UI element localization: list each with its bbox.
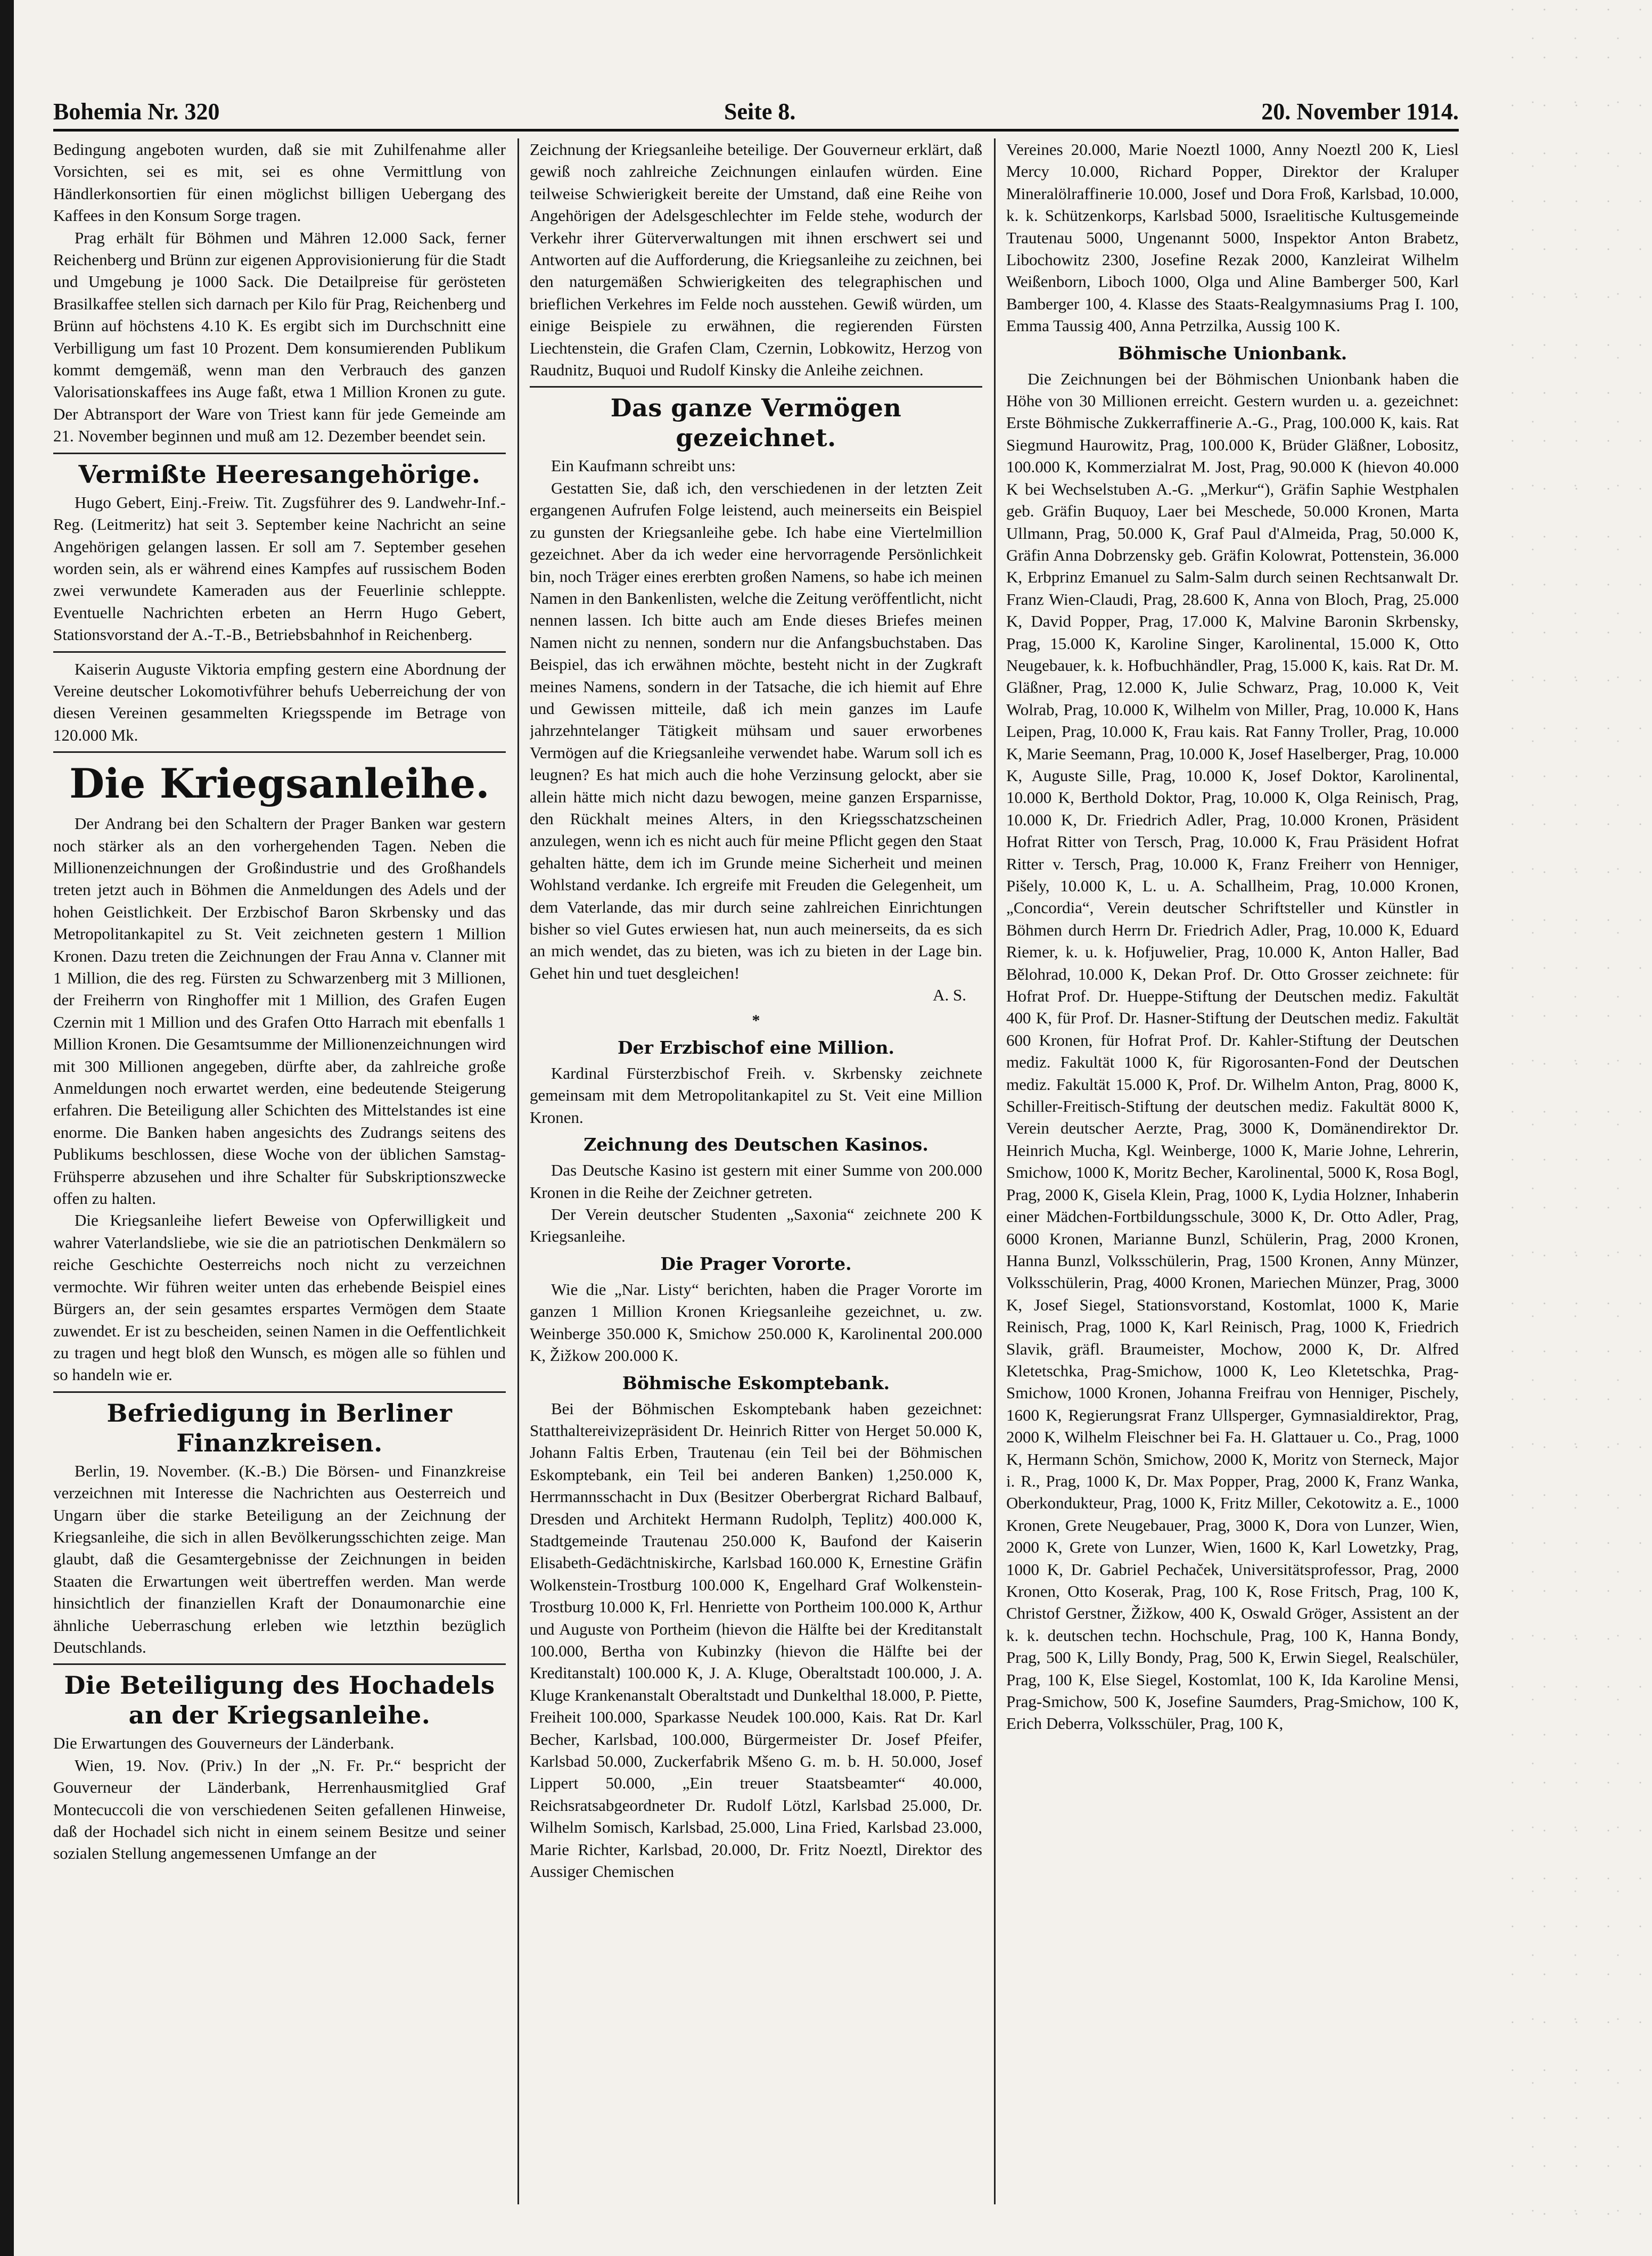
sub-headline: Zeichnung des Deutschen Kasinos. [583, 1134, 928, 1155]
sub-headline: Böhmische Unionbank. [1117, 342, 1347, 364]
paragraph: Gestatten Sie, daß ich, den verschiedenen in der letzten Zeit ergangenen Aufrufen Folge leistend, auch meinerseits ein Beispiel zu gunsten der Kriegsanleihe gebe. Ich habe eine Viertelmillion gezeichnet. Aber da ich weder eine hervorragende Persönlichkeit bin, noch Träger eines ererbten großen Namens, so habe ich meinen Namen in den Bankenlisten, welche die Zeitung veröffentlicht, nicht nennen lassen. Ich bitte auch am Ende dieses Briefes meinen Namen nicht zu nennen, sondern nur die Anfangsbuchstaben. Das Beispiel, das ich erwähnen möchte, besteht nicht in der Zugkraft meines Namens, sondern in der Tatsache, die ich hiemit auf Ehre und Gewissen mitteile, daß ich mein ganzes im Laufe jahrzehntelanger Tätigkeit mühsam und sauer erworbenes Vermögen auf die Kriegsanleihe verwendet habe. Warum soll ich es leugnen? Es hat mich auch die hohe Verzinsung gelockt, aber sie allein hätte mich nicht dazu bewogen, meine ganzen Ersparnisse, den Rückhalt meines Alters, in den Kriegsschatzscheinen anzulegen, wenn ich es nicht auch für meine Pflicht gegen den Staat gehalten hätte, dem ich im Grunde meine Sicherheit und meinen Wohlstand verdanke. Ich ergreife mit Freuden die Gelegenheit, um dem Vaterlande, das mir durch seine zahlreichen Einrichtungen bisher so viel Gutes erwiesen hat, nun auch meinerseits, da es sich an mich wendet, das zu bieten, was ich zu bieten in der Lage bin. Gehet hin und tuet desgleichen! [530, 478, 982, 982]
page-edge [0, 0, 14, 2256]
article-headline: Die Beteiligung des Hochadels an der Kriegsanleihe. [64, 1671, 495, 1730]
section-rule [53, 453, 506, 454]
column-divider-1 [517, 138, 519, 2204]
paragraph: Vereines 20.000, Marie Noeztl 1000, Anny Noeztl 200 K, Liesl Mercy 10.000, Richard Popper, Direktor der Kraluper Mineralölraffinerie 10.000, Josef und Dora Froß, Karlsbad, 10.000, k. k. Schützenkorps, Karlsbad 5000, Israelitische Kultusgemeinde Trautenau 5000, Ungenannt 5000, Inspektor Anton Brabetz, Libochowitz 2300, Josefine Rezak 2000, Kanzleirat Wilhelm Weißenborn, Liboch 1000, Olga und Aline Bamberger 500, Karl Bamberger 100, 4. Klasse des Staats-Realgymnasiums Prag I. 100, Emma Taussig 400, Anna Petrzilka, Aussig 100 K. [1006, 140, 1459, 335]
section-rule [530, 386, 982, 388]
paragraph: Berlin, 19. November. (K.-B.) Die Börsen- und Finanzkreise verzeichnen mit Interesse die Nachrichten aus Oesterreich und Ungarn über die starke Beteiligung an der Zeichnung der Kriegsanleihe, die sich in allen Bevölkerungsschichten zeige. Man glaubt, daß die Gesamtergebnisse der Zeichnungen in beiden Staaten die Erwartungen weit übertreffen werden. Man werde hinsichtlich der finanziellen Kraft der Donaumonarchie eine ähnliche Ueberraschung erleben wie letzthin bezüglich Deutschlands. [53, 1461, 506, 1656]
paragraph: Bedingung angeboten wurden, daß sie mit Zuhilfenahme aller Vorsichten, sei es mit, sei es ohne Vermittlung von Händlerkonsortien für einen möglichst billigen Uebergang des Kaffees in den Konsum Sorge tragen. [53, 140, 506, 225]
paragraph: Die Erwartungen des Gouverneurs der Länderbank. [53, 1734, 394, 1753]
paragraph: Ein Kaufmann schreibt uns: [551, 456, 736, 475]
paragraph: Kardinal Fürsterzbischof Freih. v. Skrbensky zeichnete gemeinsam mit dem Metropolitankapitel zu St. Veit eine Million Kronen. [530, 1064, 982, 1127]
paragraph: Prag erhält für Böhmen und Mähren 12.000 Sack, ferner Reichenberg und Brünn zur eigenen Approvisionierung für die Stadt und Umgebung je 1000 Sack. Die Detailpreise für gerösteten Brasilkaffee stellen sich darnach per Kilo für Prag, Reichenberg und Brünn auf höchstens 4.10 K. Es ergibt sich im Durchschnitt eine Verbilligung um fast 10 Prozent. Dem konsumierenden Publikum kommt demgemäß, wenn man den Verbrauch des ganzen Valorisationskaffees ins Auge faßt, etwa 1 Million Kronen zu gute. Der Abtransport der Ware von Triest kann für jede Gemeinde am 21. November beginnen und muß am 12. Dezember beendet sein. [53, 228, 506, 446]
paragraph: Hugo Gebert, Einj.-Freiw. Tit. Zugsführer des 9. Landwehr-Inf.-Reg. (Leitmeritz) hat seit 3. September keine Nachricht an seine Angehörigen gelangen lassen. Er soll am 7. September gesehen worden sein, als er während eines Kampfes auf russischem Boden zwei verwundete Kameraden aus der Feuerlinie schleppte. Eventuelle Nachrichten erbeten an Herrn Hugo Gebert, Stationsvorstand der A.-T.-B., Betriebsbahnhof in Reichenberg. [53, 493, 506, 644]
issue-date: 20. November 1914. [1261, 99, 1459, 125]
paper-speckle [1503, 0, 1652, 2256]
paragraph: Bei der Böhmischen Eskomptebank haben gezeichnet: Statthaltereivizepräsident Dr. Heinrich Ritter von Herget 50.000 K, Johann Faltis Erben, Trautenau (ein Teil bei der Böhmischen Eskomptebank, ein Teil bei anderen Banken) 1,250.000 K, Herrmannsschacht in Dux (Besitzer Oberbergrat Richard Balbauf, Dresden und Architekt Hermann Rudolph, Teplitz) 400.000 K, Stadtgemeinde Trautenau 250.000 K, Baufond der Kaiserin Elisabeth-Gedächtniskirche, Karlsbad 160.000 K, Ernestine Gräfin Wolkenstein-Trostburg 100.000 K, Engelhard Graf Wolkenstein-Trostburg 10.000 K, Frl. Henriette von Portheim 100.000 K, Arthur und Auguste von Portheim (hievon die Hälfte bei der Kreditanstalt 100.000, Bertha von Kubinzky (hievon die Hälfte bei der Kreditanstalt) 100.000 K, J. A. Kluge, Oberaltstadt 100.000, J. A. Kluge Krankenanstalt Oberaltstadt und Dunkelthal 18.000, P. Piette, Freiheit 100.000, Sparkasse Neudek 100.000, Kais. Rat Dr. Karl Becher, Karlsbad, 100.000, Bürgermeister Dr. Josef Pfeifer, Karlsbad 50.000, Zuckerfabrik Mšeno G. m. b. H. 50.000, Josef Lippert 50.000, „Ein treuer Staatsbeamter“ 40.000, Reichsratsabgeordneter Dr. Rudolf Lötzl, Karlsbad 25.000, Dr. Wilhelm Somisch, Karlsbad, 25.000, Lina Fried, Karlsbad 23.000, Marie Richter, Karlsbad, 20.000, Dr. Fritz Noeztl, Direktor des Aussiger Chemischen [530, 1399, 982, 1881]
signature: A. S. [933, 986, 966, 1005]
sub-headline: Der Erzbischof eine Million. [618, 1037, 894, 1059]
paragraph: Kaiserin Auguste Viktoria empfing gestern eine Abordnung der Vereine deutscher Lokomotivführer behufs Ueberreichung der von diesen Vereinen gesammelten Kriegsspende im Betrage von 120.000 Mk. [53, 659, 506, 744]
separator-star: * [752, 1011, 760, 1029]
section-rule [53, 1663, 506, 1665]
masthead-issue: Bohemia Nr. 320 [53, 99, 220, 125]
paragraph: Wie die „Nar. Listy“ berichten, haben die Prager Vororte im ganzen 1 Million Kronen Kriegsanleihe gezeichnet, u. zw. Weinberge 350.000 K, Smichow 250.000 K, Karolinental 200.000 K, Žižkow 200.000 K. [530, 1279, 982, 1365]
column-3 [1006, 138, 1459, 2204]
paragraph: Die Kriegsanleihe liefert Beweise von Opferwilligkeit und wahrer Vaterlandsliebe, wie sie die an patriotischen Denkmälern so reiche Geschichte Oesterreichs noch nicht zu verzeichnen vermochte. Wir führen weiter unten das erhebende Beispiel eines Bürgers an, der sein gesamtes erspartes Vermögen dem Staate zuwendet. Er ist zu bescheiden, seinen Namen in die Oeffentlichkeit zu tragen und hegt bloß den Wunsch, es mögen alle so fühlen und so handeln wie er. [53, 1211, 506, 1384]
main-headline: Die Kriegsanleihe. [69, 760, 490, 808]
column-divider-2 [994, 138, 996, 2204]
section-rule [53, 751, 506, 753]
header-rule [53, 129, 1459, 132]
paragraph: Zeichnung der Kriegsanleihe beteilige. Der Gouverneur erklärt, daß gewiß noch zahlreiche Zeichnungen einlaufen würden. Eine teilweise Schwierigkeit bereite der Umstand, daß eine Reihe von Angehörigen der Adelsgeschlechter im Felde stehe, wodurch der Verkehr ihrer Güterverwaltungen mit ihnen erschwert sei und Antworten auf die Aufforderung, die Kriegsanleihe zu zeichnen, bei den naturgemäßen Schwierigkeiten des telegraphischen und brieflichen Verkehres im Felde noch ausstehen. Gewiß würden, um einige Beispiele zu erwähnen, die regierenden Fürsten Liechtenstein, die Grafen Clam, Czernin, Lobkowitz, Herzog von Raudnitz, Buquoi und Rudolf Kinsky die Anleihe zeichnen. [530, 140, 982, 380]
page-number: Seite 8. [724, 99, 796, 125]
article-headline: Befriedigung in Berliner Finanzkreisen. [106, 1398, 453, 1457]
article-headline: Das ganze Vermögen gezeichnet. [610, 393, 902, 453]
column-2 [530, 138, 982, 2204]
paragraph: Die Zeichnungen bei der Böhmischen Unionbank haben die Höhe von 30 Millionen erreicht. Gestern wurden u. a. gezeichnet: Erste Böhmische Zukkerraffinerie A.-G., Prag, 100.000 K, kais. Rat Siegmund Haurowitz, Prag, 100.000 K, Brüder Gläßner, Lobositz, 100.000 K, Kommerzialrat M. Jost, Prag, 90.000 K (hievon 40.000 K bei Wechselstuben A.-G. „Merkur“), Gräfin Saphie Westphalen geb. Gräfin Buquoy, Laer bei Meschede, 50.000 Kronen, Marta Ullmann, Prag, 50.000 K, Graf Paul d'Almeida, Prag, 50.000 K, Gräfin Anna Dobrzensky geb. Gräfin Kolowrat, Pottenstein, 36.000 K, Erbprinz Emanuel zu Salm-Salm durch seinen Rechtsanwalt Dr. Franz Wien-Claudi, Prag, 28.600 K, Anna von Bloch, Prag, 25.000 K, David Popper, Prag, 17.000 K, Malvine Baronin Skrbensky, Prag, 15.000 K, Karoline Singer, Karolinental, 15.000 K, Otto Neugebauer, k. k. Hofbuchhändler, Prag, 15.000 K, kais. Rat Dr. M. Gläßner, Prag, 12.000 K, Julie Schwarz, Prag, 10.000 K, Veit Wolrab, Prag, 10.000 K, Wilhelm von Miller, Prag, 10.000 K, Hans Leipen, Prag, 10.000 K, Frau kais. Rat Fanny Troller, Prag, 10.000 K, Marie Seemann, Prag, 10.000 K, Josef Haselberger, Prag, 10.000 K, Auguste Sille, Prag, 10.000 K, Josef Doktor, Karolinental, 10.000 K, Berthold Doktor, Prag, 10.000 K, Olga Reinisch, Prag, 10.000 K, Dr. Friedrich Adler, Prag, 10.000 Kronen, Präsident Hofrat Ritter von Tersch, Prag, 10.000 K, Frau Präsident Hofrat Ritter v. Tersch, Prag, 10.000 K, Franz Freiherr von Henniger, Pišely, 10.000 K, L. u. A. Schallheim, Prag, 10.000 Kronen, „Concordia“, Verein deutscher Schriftsteller und Künstler in Böhmen durch Herrn Dr. Friedrich Adler, Prag, 10.000 K, Eduard Riemer, k. u. k. Hofjuwelier, Prag, 10.000 K, Anton Haller, Bad Bělohrad, 10.000 K, Dekan Prof. Dr. Otto Grosser zeichnete: für Hofrat Prof. Dr. Hueppe-Stiftung der Deutschen mediz. Fakultät 400 K, für Prof. Dr. Hasner-Stiftung der Deutschen mediz. Fakultät 600 Kronen, für Hofrat Prof. Dr. Kahler-Stiftung der Deutschen mediz. Fakultät 1000 K, für Rigorosanten-Fond der Deutschen mediz. Fakultät 15.000 K, Prof. Dr. Wilhelm Anton, Prag, 8000 K, Schiller-Freitisch-Stiftung der deutschen mediz. Fakultät 8000 K, Verein deutscher Aerzte, Prag, 3000 K, Domänendirektor Dr. Heinrich Mucha, Kgl. Weinberge, 1000 K, Marie Johne, Lehrerin, Smichow, 1000 K, Moritz Becher, Karolinental, 5000 K, Rosa Bogl, Prag, 2000 K, Gisela Klein, Prag, 1000 K, Lydia Holzner, Inhaberin einer Mädchen-Fortbildungsschule, 3000 K, Dr. Otto Adler, Prag, 6000 Kronen, Marianne Bunzl, Schülerin, Prag, 2000 Kronen, Hanna Bunzl, Volksschülerin, Prag, 1500 Kronen, Anny Münzer, Volksschülerin, Prag, 4000 Kronen, Mariechen Münzer, Prag, 3000 K, Josef Siegel, Stationsvorstand, Kostomlat, 1000 K, Marie Reinisch, Prag, 1000 K, Karl Reinisch, Prag, 1000 K, Friedrich Slavik, gräfl. Braumeister, Mochow, 2000 K, Dr. Alfred Kletetschka, Prag-Smichow, 1000 K, Leo Kletetschka, Prag-Smichow, 1000 Kronen, Johanna Freifrau von Henniger, Pischely, 1600 K, Regierungsrat Franz Ullsperger, Gymnasialdirektor, Prag, 2000 K, Wilhelm Fleischner bei Fa. H. Glattauer u. Co., Prag, 1000 K, Hermann Schön, Smichow, 2000 K, Moritz von Sterneck, Major i. R., Prag, 1000 K, Dr. Max Popper, Prag, 2000 K, Franz Wanka, Oberkondukteur, Prag, 1000 K, Fritz Miller, Cekotowitz a. E., 1000 Kronen, Grete Neugebauer, Prag, 3000 K, Dora von Lunzer, Wien, 2000 K, Grete von Lunzer, Wien, 1600 K, Karl Lowetzky, Prag, 1000 K, Dr. Gabriel Pechaček, Universitätsprofessor, Prag, 2000 Kronen, Otto Koserak, Prag, 100 K, Rose Fritsch, Prag, 100 K, Christof Gerstner, Žižkow, 400 K, Oswald Gröger, Assistent an der k. k. deutschen techn. Hochschule, Prag, 100 K, Hanna Bondy, Prag, 500 K, Lilly Bondy, Prag, 500 K, Erwin Siegel, Realschüler, Prag, 100 K, Else Siegel, Kostomlat, 100 K, Ida Karoline Mensi, Prag-Smichow, 500 K, Josefine Saumders, Prag-Smichow, 100 K, Erich Deberra, Volksschüler, Prag, 100 K, [1006, 369, 1459, 1733]
newspaper-page [53, 96, 1459, 2220]
paragraph: Der Verein deutscher Studenten „Saxonia“ zeichnete 200 K Kriegsanleihe. [530, 1205, 982, 1246]
sub-headline: Die Prager Vororte. [660, 1253, 852, 1274]
paragraph: Das Deutsche Kasino ist gestern mit einer Summe von 200.000 Kronen in die Reihe der Zeichner getreten. [530, 1161, 982, 1202]
paragraph: Wien, 19. Nov. (Priv.) In der „N. Fr. Pr.“ bespricht der Gouverneur der Länderbank, Herrenhausmitglied Graf Montecuccoli die von verschiedenen Seiten gefallenen Hinweise, daß der Hochadel sich nicht in einem seinem Besitze und seiner sozialen Stellung angemessenen Umfange an der [53, 1755, 506, 1863]
page-header [53, 96, 1459, 128]
sub-headline: Böhmische Eskomptebank. [622, 1372, 890, 1393]
column-1 [53, 138, 506, 2204]
section-rule [53, 1391, 506, 1393]
section-rule [53, 651, 506, 653]
article-headline: Vermißte Heeresangehörige. [78, 460, 481, 489]
paragraph: Der Andrang bei den Schaltern der Prager Banken war gestern noch stärker als an den vorhergehenden Tagen. Neben die Millionenzeichnungen der Großindustrie und des Großhandels treten jetzt auch in Böhmen die Anmeldungen des Adels und der hohen Geistlichkeit. Der Erzbischof Baron Skrbensky und das Metropolitankapitel zu St. Veit zeichneten gestern 1 Million Kronen. Dazu treten die Zeichnungen der Frau Anna v. Clanner mit 1 Million, die des reg. Fürsten zu Schwarzenberg mit 3 Millionen, der Freiherrn von Ringhoffer mit 1 Million, des Grafen Eugen Czernin mit 1 Million und des Grafen Otto Harrach mit ebenfalls 1 Million Kronen. Die Gesamtsumme der Millionenzeichnungen wird mit 300 Millionen angegeben, dürfte aber, da zahlreiche große Anmeldungen noch erwartet werden, eine bedeutende Steigerung erfahren. Die Beteiligung aller Schichten des Mittelstandes ist eine enorme. Die Banken haben angesichts des Zudrangs seitens des Publikums beschlossen, diese Woche von der üblichen Samstag-Frühsperre abzusehen und ihre Schalter für Subskriptionszwecke offen zu halten. [53, 814, 506, 1208]
